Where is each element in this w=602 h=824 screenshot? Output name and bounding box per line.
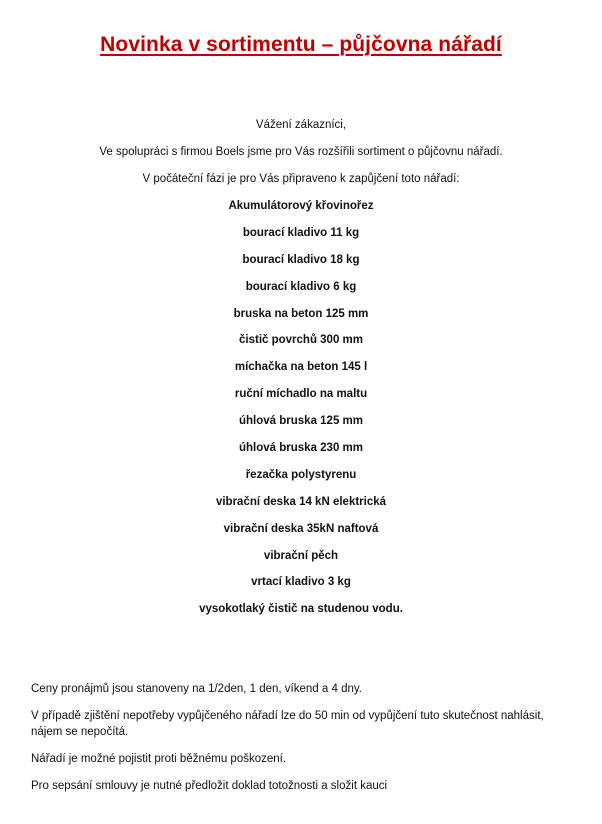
note-contract: Pro sepsání smlouvy je nutné předložit doklad totožnosti a složit kauci bbox=[31, 780, 388, 792]
tool-item: vibrační pěch bbox=[263, 549, 339, 562]
tool-item: úhlová bruska 230 mm bbox=[239, 442, 363, 455]
tool-item: ruční míchadlo na maltu bbox=[234, 388, 368, 401]
tool-item: čistič povrchů 300 mm bbox=[239, 334, 363, 347]
greeting-text: Vážení zákazníci, bbox=[255, 119, 347, 131]
tool-item: míchačka na beton 145 l bbox=[234, 361, 368, 374]
tool-item: bourací kladivo 11 kg bbox=[242, 226, 360, 239]
tool-item: bourací kladivo 6 kg bbox=[245, 280, 357, 293]
tool-item: Akumulátorový křovinořez bbox=[228, 200, 374, 212]
tool-item: vibrační deska 35kN naftová bbox=[223, 522, 379, 535]
note-insurance: Nářadí je možné pojistit proti běžnému poškození. bbox=[31, 753, 287, 765]
tool-item: vibrační deska 14 kN elektrická bbox=[215, 495, 387, 508]
notes-section bbox=[31, 681, 576, 805]
tool-item: úhlová bruska 125 mm bbox=[239, 415, 363, 428]
tool-item: bruska na beton 125 mm bbox=[233, 307, 369, 320]
note-return: V případě zjištění nepotřeby vypůjčeného nářadí lze do 50 min od vypůjčení tuto skutečnost nahlásit, nájem se nepočítá. bbox=[31, 710, 544, 738]
note-pricing: Ceny pronájmů jsou stanoveny na 1/2den, 1 den, víkend a 4 dny. bbox=[31, 683, 362, 695]
tool-list bbox=[0, 199, 602, 629]
tool-item: bourací kladivo 18 kg bbox=[242, 253, 360, 266]
tool-item: vrtací kladivo 3 kg bbox=[251, 576, 351, 589]
intro-text: Ve spolupráci s firmou Boels jsme pro Vás rozšířili sortiment o půjčovnu nářadí. bbox=[99, 146, 503, 158]
tool-item: vysokotlaký čistič na studenou vodu. bbox=[199, 603, 403, 616]
page-title: Novinka v sortimentu – půjčovna nářadí bbox=[100, 33, 502, 56]
intro-list-lead: V počáteční fázi je pro Vás připraveno k zapůjčení toto nářadí: bbox=[142, 173, 460, 185]
tool-item: řezačka polystyrenu bbox=[245, 468, 357, 481]
